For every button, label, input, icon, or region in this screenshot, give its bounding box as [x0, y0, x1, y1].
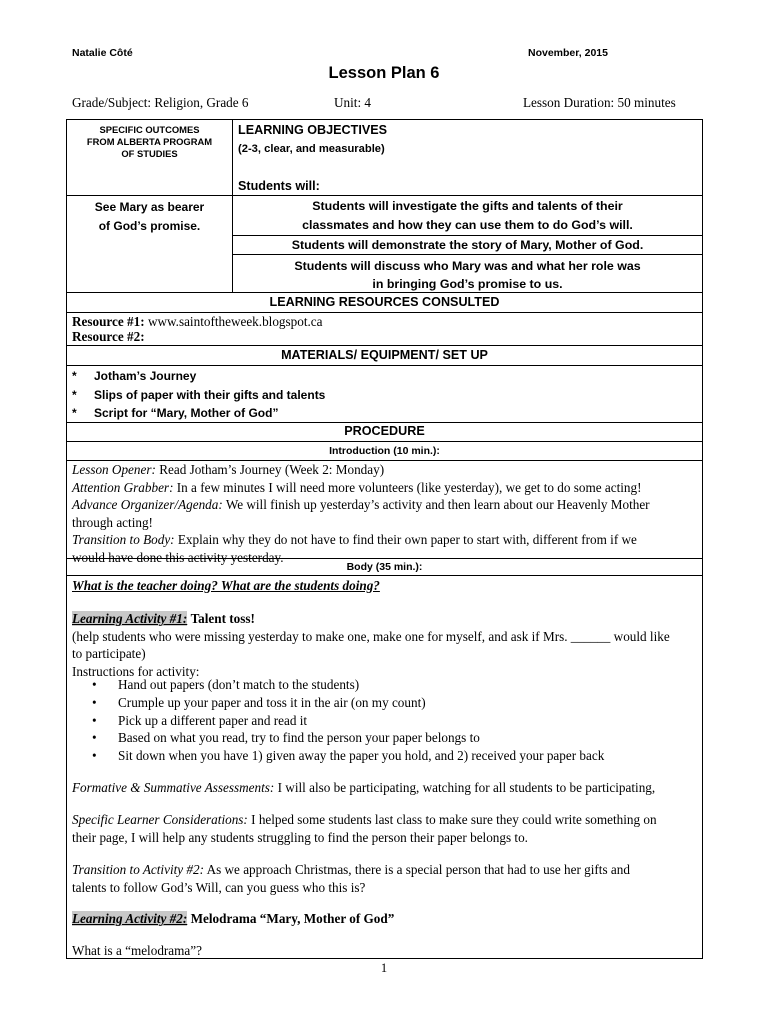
lesson-duration: Lesson Duration: 50 minutes — [523, 95, 676, 110]
transition-to-body-cont: would have done this activity yesterday. — [72, 549, 284, 565]
outcomes-header — [67, 124, 232, 161]
students-will-label: Students will: — [238, 179, 320, 193]
introduction-title: Introduction (10 min.): — [329, 445, 440, 457]
document-date: November, 2015 — [528, 47, 608, 59]
resource-1-label: Resource #1: — [72, 314, 145, 329]
materials-title: MATERIALS/ EQUIPMENT/ SET UP — [281, 348, 488, 362]
attention-grabber: Attention Grabber: In a few minutes I will need more volunteers (like yesterday), we get to do some acting! — [72, 479, 642, 495]
instruction-step: • Based on what you read, try to find the person your paper belongs to — [72, 729, 604, 747]
materials-item: * Slips of paper with their gifts and talents — [72, 387, 326, 402]
objective-item-line: Students will demonstrate the story of Mary, Mother of God. — [291, 238, 644, 252]
unit: Unit: 4 — [334, 95, 371, 110]
materials-item: * Jotham’s Journey — [72, 369, 197, 383]
learning-activity-2 — [72, 910, 702, 928]
objective-item-line: Students will investigate the gifts and talents of their — [312, 199, 623, 213]
objective-item-line: in bringing God’s promise to us. — [372, 277, 563, 291]
resources-title: LEARNING RESOURCES CONSULTED — [269, 295, 500, 309]
objectives-title: LEARNING OBJECTIVES — [238, 123, 388, 137]
resource-1 — [72, 314, 323, 330]
author-name: Natalie Côté — [72, 47, 133, 59]
learning-activity-1-label: Learning Activity #1: — [72, 611, 188, 626]
resource-2-label: Resource #2: — [72, 329, 145, 344]
page-number: 1 — [380, 961, 388, 975]
learning-activity-2-label: Learning Activity #2: — [72, 911, 188, 926]
materials-item: * Script for “Mary, Mother of God” — [72, 406, 279, 421]
instructions-list — [72, 676, 604, 765]
body-title: Body (35 min.): — [346, 561, 423, 573]
learner-considerations: Specific Learner Considerations: I helped some students last class to make sure they could write something on their page, I will help any students struggling to find the person their paper belongs to. — [72, 812, 657, 845]
transition-to-body: Transition to Body: Explain why they do not have to find their own paper to start with, different from if we — [72, 532, 637, 548]
outcomes-header-line: FROM ALBERTA PROGRAM — [86, 136, 213, 148]
objective-item — [233, 257, 702, 293]
learning-activity-2-title: Melodrama “Mary, Mother of God” — [190, 911, 395, 926]
objective-item-line: Students will discuss who Mary was and what her role was — [294, 259, 641, 273]
instruction-step: • Hand out papers (don’t match to the students) — [72, 676, 604, 694]
instruction-step: • Sit down when you have 1) given away the paper you hold, and 2) received your paper back — [72, 747, 604, 765]
instruction-step: • Pick up a different paper and read it — [72, 712, 604, 730]
guiding-question: What is the teacher doing? What are the students doing? — [72, 578, 380, 593]
activity-1-note-cont: to participate) — [72, 646, 146, 662]
outcomes-header-line: SPECIFIC OUTCOMES — [99, 124, 200, 135]
resource-1-url: www.saintoftheweek.blogspot.ca — [147, 314, 323, 329]
outcomes-header-line: OF STUDIES — [121, 148, 178, 160]
instructions-label: Instructions for activity: — [72, 663, 200, 679]
advance-organizer-cont: through acting! — [72, 514, 153, 530]
assessments: Formative & Summative Assessments: I will also be participating, watching for all students to be participating, — [72, 780, 656, 795]
objective-item-line: classmates and how they can use them to do God’s will. — [302, 218, 633, 232]
specific-outcome — [67, 198, 232, 235]
objective-item — [233, 236, 702, 254]
objective-item — [233, 197, 702, 235]
objectives-subtitle: (2-3, clear, and measurable) — [238, 143, 385, 155]
learning-activity-1 — [72, 610, 702, 680]
materials-list — [72, 367, 325, 423]
lesson-opener: Lesson Opener: Read Jotham’s Journey (Week 2: Monday) — [72, 462, 385, 477]
specific-outcome-line: of God’s promise. — [98, 218, 201, 233]
instruction-step: • Crumple up your paper and toss it in the air (on my count) — [72, 694, 604, 712]
procedure-title: PROCEDURE — [344, 424, 425, 438]
specific-outcome-line: See Mary as bearer — [94, 200, 205, 214]
grade-subject: Grade/Subject: Religion, Grade 6 — [72, 95, 249, 110]
transition-to-activity-2: Transition to Activity #2: As we approach Christmas, there is a special person that had to use her gifts and talents to follow God’s Will, can you guess who this is? — [72, 862, 630, 895]
introduction-content — [72, 461, 702, 567]
melodrama-question: What is a “melodrama”? — [72, 943, 202, 958]
advance-organizer: Advance Organizer/Agenda: We will finish up yesterday’s activity and then learn about our Heavenly Mother — [72, 497, 650, 513]
learning-activity-1-title: Talent toss! — [190, 611, 255, 626]
activity-1-note: (help students who were missing yesterday to make one, make one for myself, and ask if Mrs. ______ would like — [72, 628, 670, 644]
page-title: Lesson Plan 6 — [328, 64, 440, 82]
